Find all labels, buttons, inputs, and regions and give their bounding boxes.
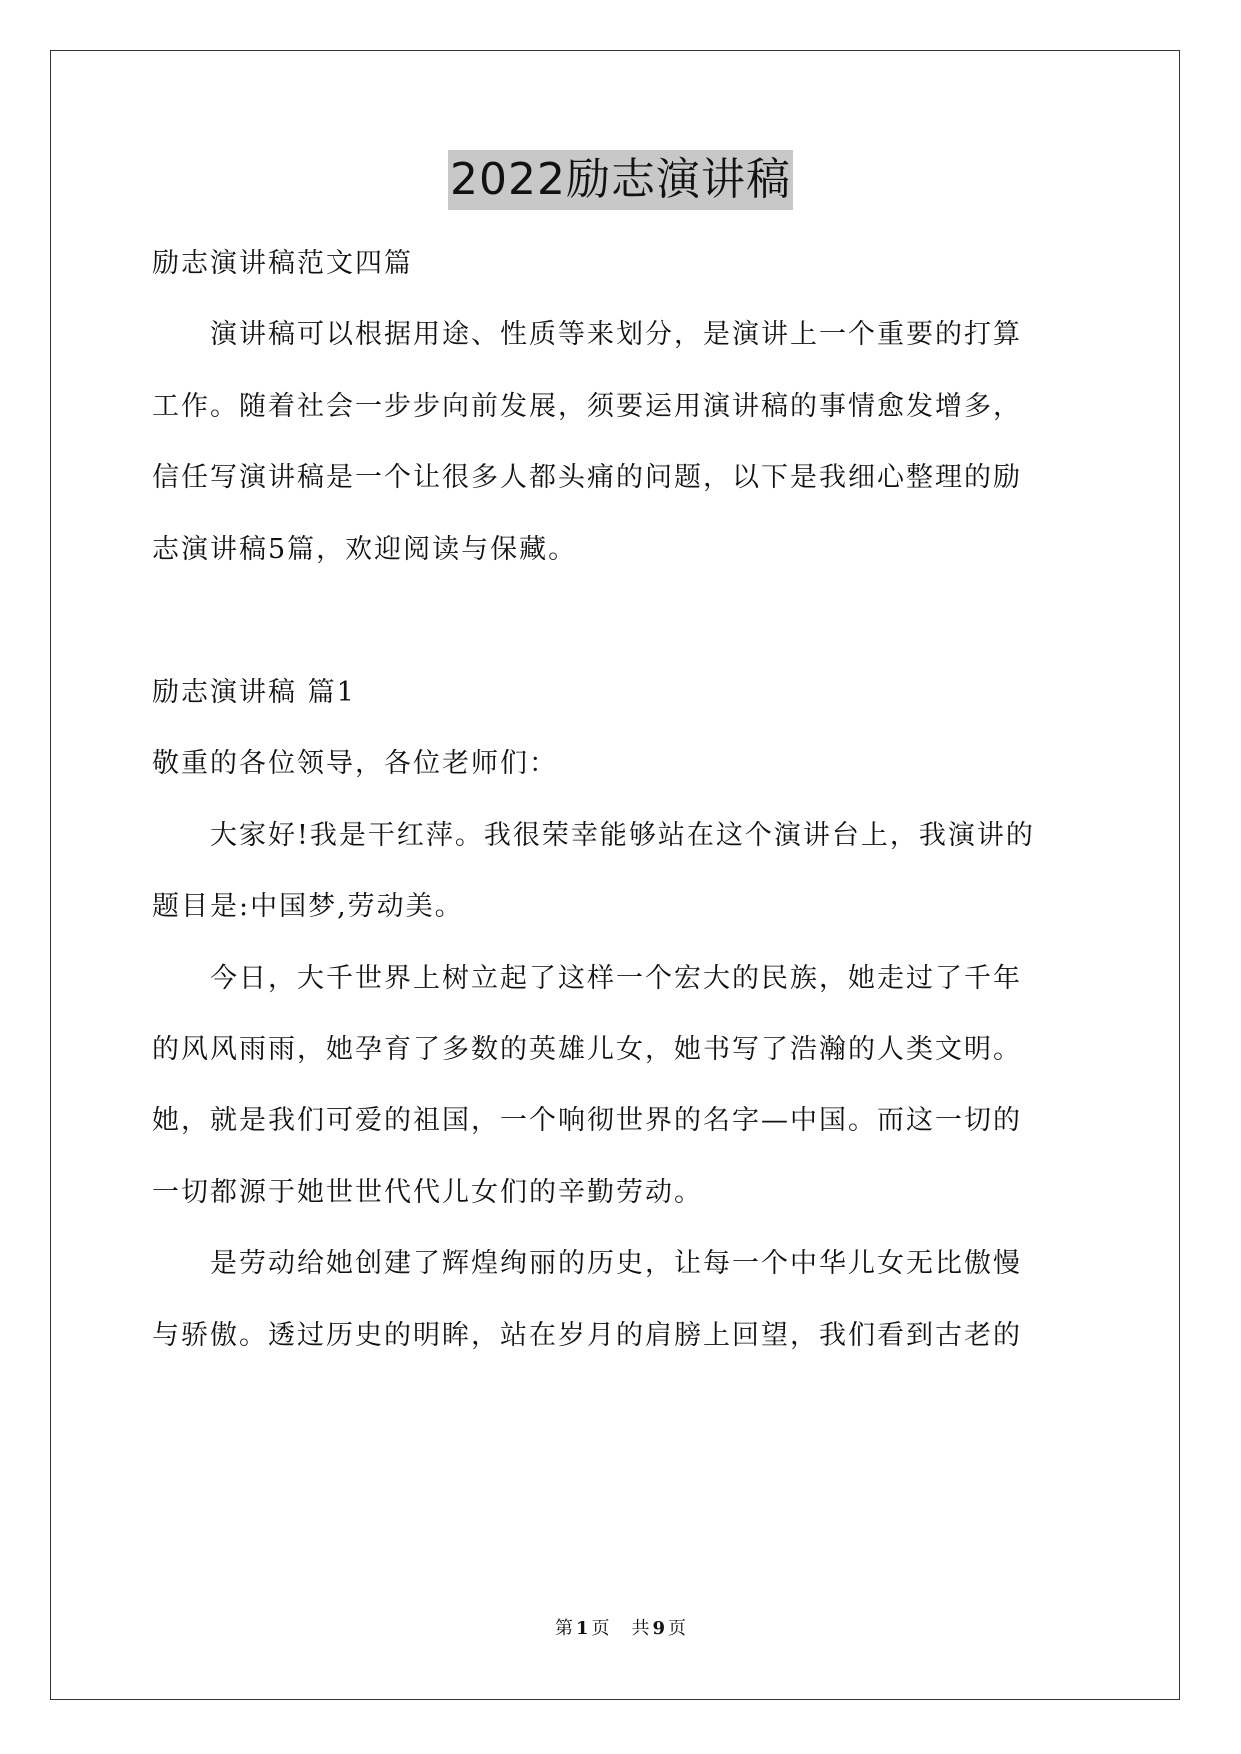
body-line: 大家好!我是干红萍。我很荣幸能够站在这个演讲台上，我演讲的 — [210, 820, 1035, 851]
total-suffix: 页 — [668, 1618, 687, 1639]
intro-line: 志演讲稿5篇，欢迎阅读与保藏。 — [152, 534, 578, 565]
intro-line: 演讲稿可以根据用途、性质等来划分，是演讲上一个重要的打算 — [210, 319, 1022, 350]
page-footer — [0, 1617, 1241, 1641]
section-heading: 励志演讲稿 篇1 — [152, 677, 356, 708]
body-line: 是劳动给她创建了辉煌绚丽的历史，让每一个中华儿女无比傲慢 — [210, 1248, 1022, 1279]
salutation: 敬重的各位领导，各位老师们： — [152, 748, 558, 779]
page-suffix: 页 — [591, 1618, 610, 1639]
body-line: 她，就是我们可爱的祖国，一个响彻世界的名字—中国。而这一切的 — [152, 1105, 1022, 1136]
total-prefix: 共 — [631, 1618, 650, 1639]
body-line: 今日，大千世界上树立起了这样一个宏大的民族，她走过了千年 — [210, 963, 1022, 994]
total-page-count: 9 — [652, 1618, 666, 1639]
body-line: 的风风雨雨，她孕育了多数的英雄儿女，她书写了浩瀚的人类文明。 — [152, 1034, 1022, 1065]
body-line: 题目是:中国梦,劳动美。 — [152, 891, 464, 922]
current-page-number: 1 — [575, 1618, 589, 1639]
intro-line: 工作。随着社会一步步向前发展，须要运用演讲稿的事情愈发增多， — [152, 391, 1022, 422]
body-line: 与骄傲。透过历史的明眸，站在岁月的肩膀上回望，我们看到古老的 — [152, 1320, 1022, 1351]
page-border — [50, 50, 1180, 1700]
body-line: 一切都源于她世世代代儿女们的辛勤劳动。 — [152, 1177, 703, 1208]
title-container — [0, 150, 1241, 210]
document-subtitle: 励志演讲稿范文四篇 — [152, 248, 413, 279]
page-prefix: 第 — [554, 1618, 573, 1639]
intro-line: 信任写演讲稿是一个让很多人都头痛的问题，以下是我细心整理的励 — [152, 462, 1022, 493]
document-title: 2022励志演讲稿 — [448, 150, 793, 210]
